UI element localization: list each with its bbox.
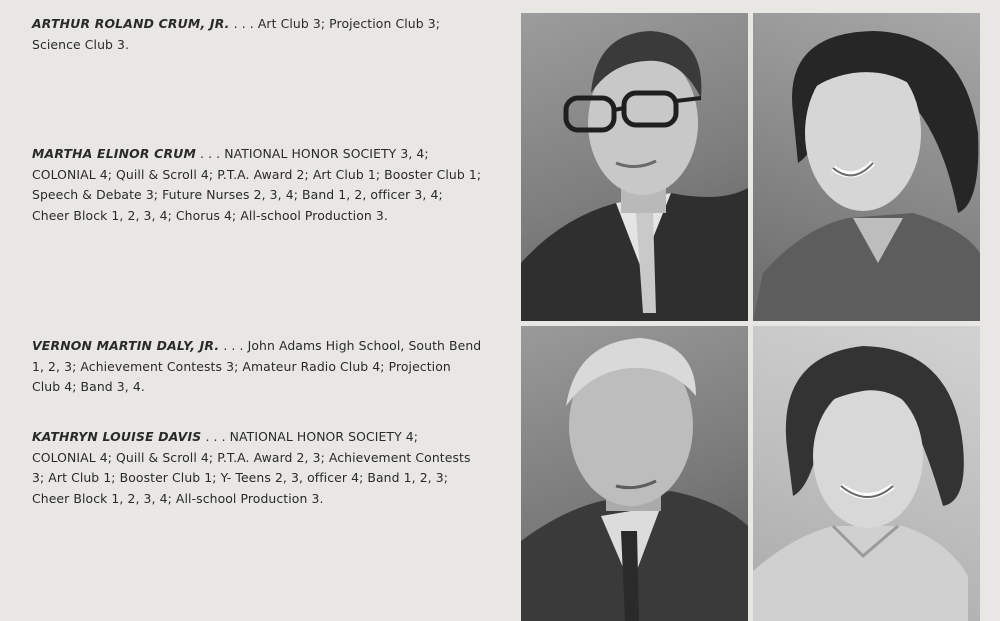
student-activities: . . . John Adams High School, South Bend 1, 2, 3; Achievement Contests 3; Amateur Radio Club 4; Projection Club 4; Band 3, 4. — [32, 338, 482, 394]
student-entry-vernon-daly — [32, 336, 482, 398]
student-entry-martha-crum — [32, 144, 482, 226]
student-entry-arthur-crum — [32, 14, 482, 55]
portrait-photo-vernon-daly — [521, 326, 748, 621]
student-activities: . . . NATIONAL HONOR SOCIETY 3, 4; COLONIAL 4; Quill & Scroll 4; P.T.A. Award 2; Art Club 1; Booster Club 1; Speech & Debate 3; Future Nurses 2, 3, 4; Band 1, 2, officer 3, 4; Cheer Block 1, 2, 3, 4; Chorus 4; All-school Production 3. — [32, 146, 482, 223]
portrait-photo-arthur-crum — [521, 13, 748, 321]
student-activities: . . . Art Club 3; Projection Club 3; Science Club 3. — [32, 16, 440, 52]
student-name: KATHRYN LOUISE DAVIS — [32, 429, 202, 444]
student-activities: . . . NATIONAL HONOR SOCIETY 4; COLONIAL 4; Quill & Scroll 4; P.T.A. Award 2, 3; Achievement Contests 3; Art Club 1; Booster Club 1; Y- Teens 2, 3, officer 4; Band 1, 2, 3; Cheer Block 1, 2, 3, 4; All-school Production 3. — [32, 429, 471, 506]
student-name: ARTHUR ROLAND CRUM, JR. — [32, 16, 230, 31]
portrait-photo-martha-crum — [753, 13, 980, 321]
student-name: VERNON MARTIN DALY, JR. — [32, 338, 220, 353]
portrait-photo-kathryn-davis — [753, 326, 980, 621]
student-name: MARTHA ELINOR CRUM — [32, 146, 196, 161]
student-entry-kathryn-davis — [32, 427, 482, 509]
